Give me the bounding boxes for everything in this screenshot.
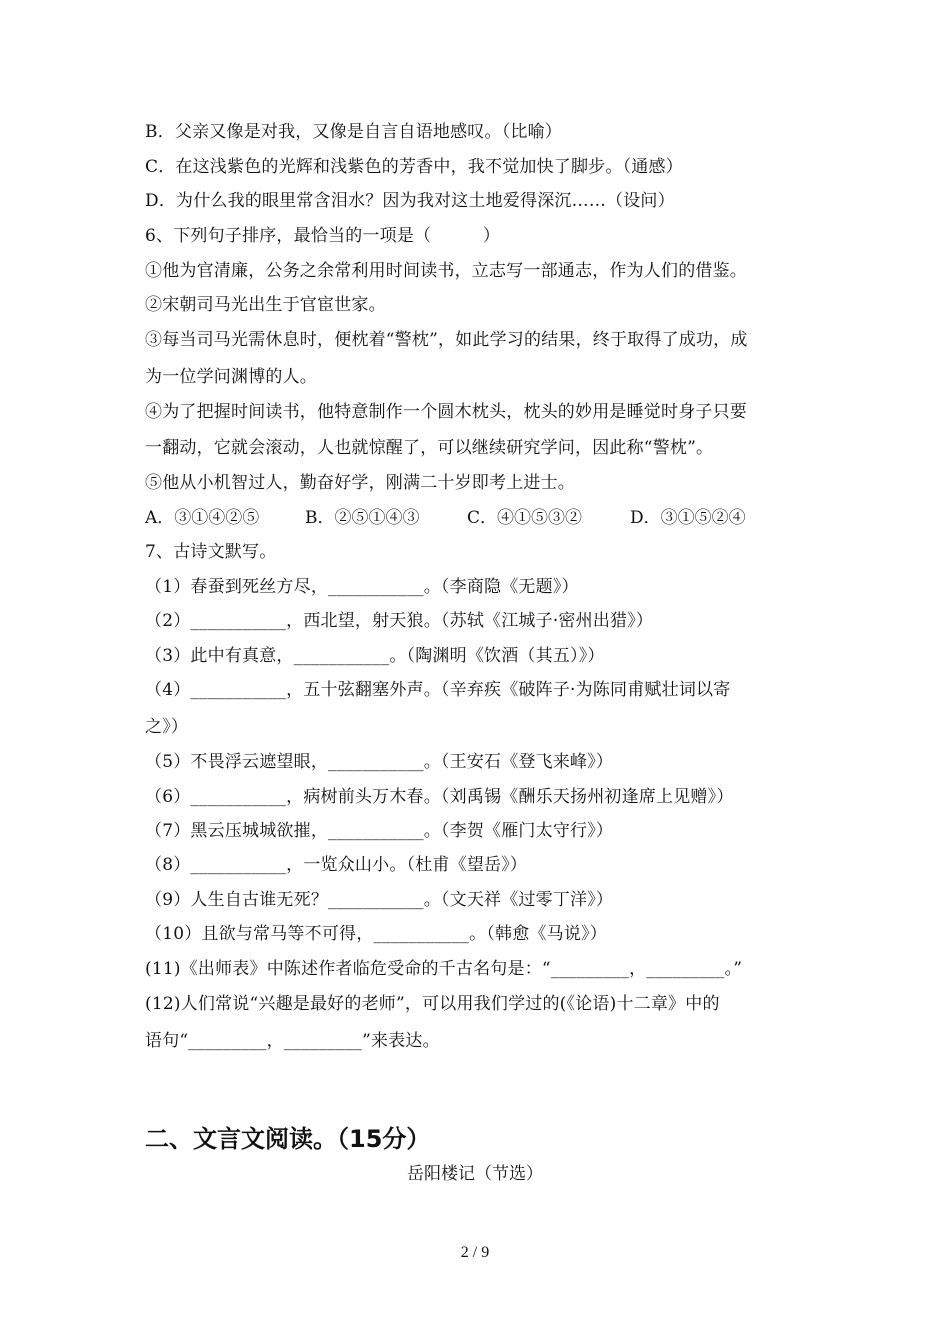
- text-line: B．父亲又像是对我，又像是自言自语地感叹。（比喻）: [145, 122, 562, 142]
- text-line: 为一位学问渊博的人。: [145, 367, 317, 387]
- section-heading: 二、文言文阅读。（15分）: [145, 1125, 431, 1153]
- text-line: 一翻动，它就会滚动，人也就惊醒了，可以继续研究学问，因此称“警枕”。: [145, 438, 714, 458]
- text-line: （4）___________，五十弦翻塞外声。（辛弃疾《破阵子·为陈同甫赋壮词以寄: [145, 680, 731, 700]
- text-line: （5）不畏浮云遮望眼，___________。（王安石《登飞来峰》）: [145, 752, 614, 772]
- text-line: （7）黑云压城城欲摧，___________。（李贺《雁门太守行》）: [145, 821, 614, 841]
- page-number: 2 / 9: [460, 1244, 490, 1261]
- question-7: 7、古诗文默写。: [145, 542, 277, 562]
- text-line: （2）___________，西北望，射天狼。（苏轼《江城子·密州出猎》）: [145, 611, 654, 631]
- text-line: ⑤他从小机智过人，勤奋好学，刚满二十岁即考上进士。: [145, 473, 575, 493]
- text-line: C．在这浅紫色的光辉和浅紫色的芳香中，我不觉加快了脚步。（通感）: [145, 157, 683, 177]
- text-line: 之》）: [145, 717, 189, 737]
- option-c: C．④①⑤③②: [467, 508, 583, 528]
- text-line: （3）此中有真意，___________。（陶渊明《饮酒（其五）》）: [145, 646, 605, 666]
- text-line: （9）人生自古谁无死？___________。（文天祥《过零丁洋》）: [145, 890, 614, 910]
- text-line: (12)人们常说“兴趣是最好的老师”，可以用我们学过的(《论语)十二章》中的: [145, 994, 720, 1014]
- text-line: ①他为官清廉，公务之余常利用时间读书，立志写一部通志，作为人们的借鉴。: [145, 261, 747, 281]
- answer-options: [145, 507, 746, 529]
- text-line: ③每当司马光需休息时，便枕着“警枕”，如此学习的结果，终于取得了成功，成: [145, 330, 748, 350]
- text-line: ④为了把握时间读书，他特意制作一个圆木枕头，枕头的妙用是睡觉时身子只要: [145, 402, 747, 422]
- option-d: D．③①⑤②④: [630, 508, 746, 528]
- text-line: （8）___________，一览众山小。（杜甫《望岳》）: [145, 855, 528, 875]
- option-b: B．②⑤①④③: [305, 508, 420, 528]
- text-line: (11)《出师表》中陈述作者临危受命的千古名句是：“_________，_________。”: [145, 959, 743, 979]
- option-a: A．③①④②⑤: [145, 508, 260, 528]
- text-line: （6）___________，病树前头万木春。（刘禹锡《酬乐天扬州初逢席上见赠》）: [145, 787, 734, 807]
- passage-title: 岳阳楼记（节选）: [407, 1164, 543, 1184]
- text-line: D．为什么我的眼里常含泪水？因为我对这土地爱得深沉……（设问）: [145, 191, 675, 211]
- question-6: 6、下列句子排序，最恰当的一项是（ ）: [145, 226, 501, 246]
- text-line: ②宋朝司马光出生于官宦世家。: [145, 295, 386, 315]
- text-line: （10）且欲与常马等不可得，___________。（韩愈《马说》）: [145, 924, 607, 944]
- text-line: （1）春蚕到死丝方尽，___________。（李商隐《无题》）: [145, 577, 579, 597]
- text-line: 语句“_________，_________”来表达。: [145, 1031, 440, 1051]
